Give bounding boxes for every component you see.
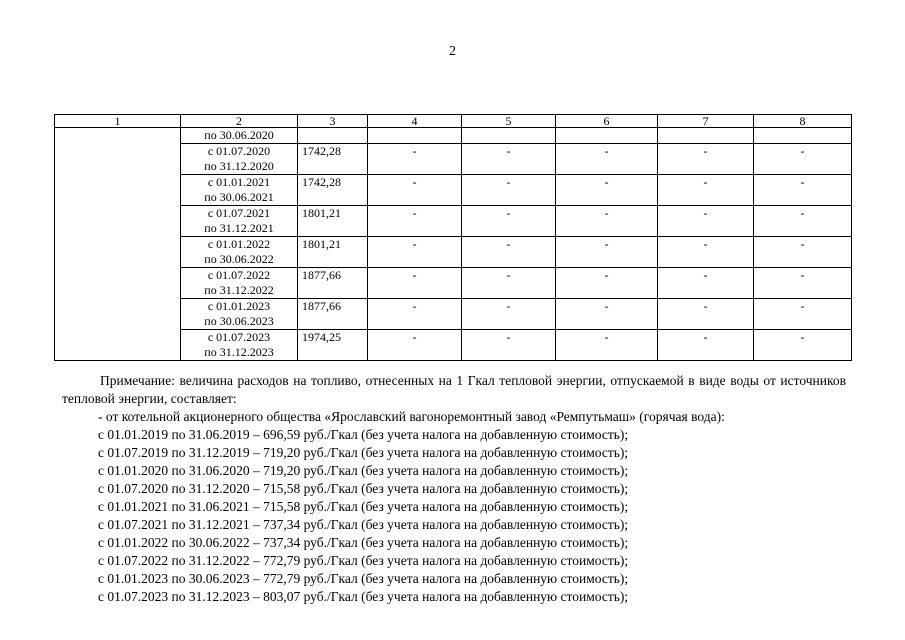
note-line: с 01.01.2022 по 30.06.2022 – 737,34 руб./Гкал (без учета налога на добавленную стоимость); <box>98 535 629 550</box>
empty-cell <box>368 128 462 144</box>
note-source: - от котельной акционерного общества «Ярославский вагоноремонтный завод «Ремпутьмаш» (горячая вода): <box>98 409 725 424</box>
period-cell: по 30.06.2020 <box>181 128 298 144</box>
dash-cell: - <box>754 299 852 330</box>
column-header: 6 <box>556 115 658 128</box>
note-line: с 01.07.2022 по 31.12.2022 – 772,79 руб./Гкал (без учета налога на добавленную стоимость); <box>98 553 629 568</box>
dash-cell: - <box>556 206 658 237</box>
note-line: с 01.07.2023 по 31.12.2023 – 803,07 руб./Гкал (без учета налога на добавленную стоимость); <box>98 589 629 604</box>
dash-cell: - <box>462 206 556 237</box>
dash-cell: - <box>462 175 556 206</box>
empty-cell <box>462 128 556 144</box>
value-cell: 1877,66 <box>298 299 368 330</box>
period-to: по 30.06.2023 <box>204 314 274 328</box>
dash-cell: - <box>754 206 852 237</box>
dash-cell: - <box>754 268 852 299</box>
column-header: 5 <box>462 115 556 128</box>
period-cell <box>181 237 298 268</box>
note-line: с 01.07.2019 по 31.12.2019 – 719,20 руб./Гкал (без учета налога на добавленную стоимость); <box>98 445 629 460</box>
period-to: по 30.06.2021 <box>204 190 274 204</box>
note-line: с 01.07.2021 по 31.12.2021 – 737,34 руб./Гкал (без учета налога на добавленную стоимость); <box>98 517 629 532</box>
period-to: по 31.12.2023 <box>204 345 274 359</box>
period-to: по 31.12.2020 <box>204 159 274 173</box>
value-cell <box>298 128 368 144</box>
period-to: по 30.06.2022 <box>204 252 274 266</box>
note-lines <box>62 426 846 606</box>
dash-cell: - <box>368 330 462 361</box>
dash-cell: - <box>754 144 852 175</box>
dash-cell: - <box>368 206 462 237</box>
period-from: с 01.07.2022 <box>207 268 271 282</box>
page-number: 2 <box>449 44 456 59</box>
table-row <box>55 128 852 144</box>
period-to: по 31.12.2021 <box>204 221 274 235</box>
value-cell: 1974,25 <box>298 330 368 361</box>
period-from: с 01.07.2023 <box>207 330 271 344</box>
column-header: 1 <box>55 115 181 128</box>
source-cell <box>55 128 181 361</box>
value-cell: 1801,21 <box>298 237 368 268</box>
dash-cell: - <box>368 175 462 206</box>
column-header: 8 <box>754 115 852 128</box>
dash-cell: - <box>556 330 658 361</box>
dash-cell: - <box>462 299 556 330</box>
value-cell: 1742,28 <box>298 175 368 206</box>
empty-cell <box>556 128 658 144</box>
dash-cell: - <box>556 175 658 206</box>
period-from: с 01.07.2021 <box>207 206 271 220</box>
value-cell: 1877,66 <box>298 268 368 299</box>
dash-cell: - <box>368 237 462 268</box>
period-from: с 01.07.2020 <box>207 144 271 158</box>
dash-cell: - <box>368 144 462 175</box>
column-header: 3 <box>298 115 368 128</box>
dash-cell: - <box>556 268 658 299</box>
period-to: по 31.12.2022 <box>204 283 274 297</box>
dash-cell: - <box>658 330 754 361</box>
period-from: с 01.01.2023 <box>207 299 271 313</box>
dash-cell: - <box>658 237 754 268</box>
column-header: 2 <box>181 115 298 128</box>
period-cell <box>181 175 298 206</box>
period-cell <box>181 268 298 299</box>
period-cell <box>181 206 298 237</box>
dash-cell: - <box>658 268 754 299</box>
value-cell: 1742,28 <box>298 144 368 175</box>
dash-cell: - <box>658 175 754 206</box>
dash-cell: - <box>754 330 852 361</box>
dash-cell: - <box>754 237 852 268</box>
note-line: с 01.01.2021 по 31.06.2021 – 715,58 руб./Гкал (без учета налога на добавленную стоимость); <box>98 499 629 514</box>
note-line: с 01.01.2020 по 31.06.2020 – 719,20 руб./Гкал (без учета налога на добавленную стоимость); <box>98 463 629 478</box>
dash-cell: - <box>556 299 658 330</box>
dash-cell: - <box>368 268 462 299</box>
table-header-row <box>55 115 852 128</box>
dash-cell: - <box>462 330 556 361</box>
dash-cell: - <box>368 299 462 330</box>
dash-cell: - <box>462 237 556 268</box>
dash-cell: - <box>556 144 658 175</box>
dash-cell: - <box>658 144 754 175</box>
dash-cell: - <box>462 144 556 175</box>
note-paragraph: Примечание: величина расходов на топливо, отнесенных на 1 Гкал тепловой энергии, отпускаемой в виде воды от источников тепловой энергии, составляет: <box>62 373 846 406</box>
period-cell <box>181 144 298 175</box>
value-cell: 1801,21 <box>298 206 368 237</box>
column-header: 4 <box>368 115 462 128</box>
period-cell <box>181 299 298 330</box>
period-from: с 01.01.2022 <box>207 237 271 251</box>
note-line: с 01.01.2019 по 31.06.2019 – 696,59 руб./Гкал (без учета налога на добавленную стоимость); <box>98 427 629 442</box>
dash-cell: - <box>462 268 556 299</box>
note-line: с 01.01.2023 по 30.06.2023 – 772,79 руб./Гкал (без учета налога на добавленную стоимость); <box>98 571 629 586</box>
period-cell <box>181 330 298 361</box>
dash-cell: - <box>658 299 754 330</box>
tariff-table <box>54 114 852 361</box>
dash-cell: - <box>556 237 658 268</box>
column-header: 7 <box>658 115 754 128</box>
dash-cell: - <box>754 175 852 206</box>
note-line: с 01.07.2020 по 31.12.2020 – 715,58 руб./Гкал (без учета налога на добавленную стоимость); <box>98 481 629 496</box>
dash-cell: - <box>658 206 754 237</box>
empty-cell <box>754 128 852 144</box>
note-section <box>62 372 846 606</box>
empty-cell <box>658 128 754 144</box>
period-from: с 01.01.2021 <box>207 175 271 189</box>
